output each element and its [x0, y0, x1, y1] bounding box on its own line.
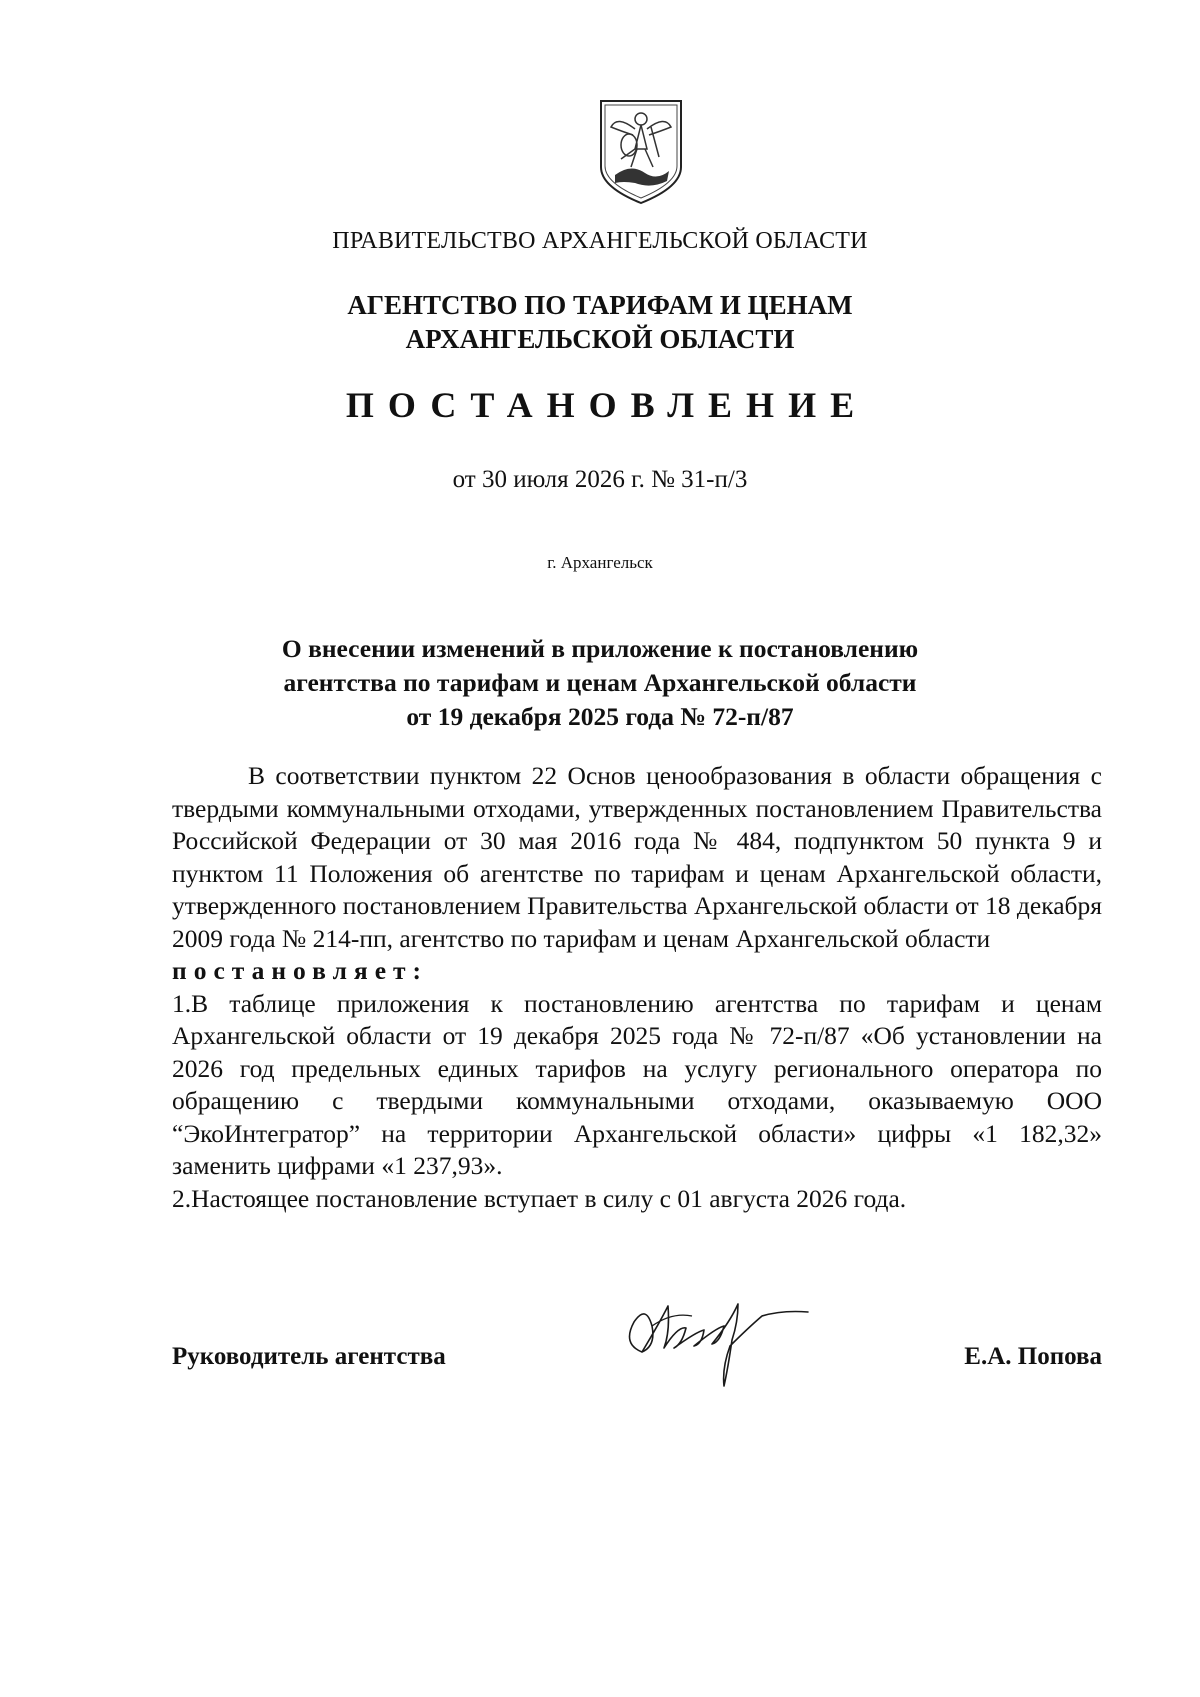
- document-body: [172, 760, 1102, 1215]
- city-label: г. Архангельск: [547, 553, 653, 572]
- document-type-title: ПОСТАНОВЛЕНИЕ: [345, 385, 869, 425]
- item-text: Настоящее постановление вступает в силу с 01 августа 2026 года.: [191, 1183, 907, 1213]
- date-and-number: от 30 июля 2026 г. № 31-п/3: [452, 466, 748, 493]
- handwritten-signature-icon: [612, 1282, 832, 1392]
- item-number: 2.: [172, 1183, 192, 1213]
- item-number: 1.: [172, 988, 192, 1018]
- subject-line: агентства по тарифам и ценам Архангельской области: [283, 668, 917, 697]
- document-subject: [0, 632, 1200, 734]
- subject-line: О внесении изменений в приложение к постановлению: [281, 634, 919, 663]
- signatory-position: Руководитель агентства: [172, 1343, 446, 1370]
- government-heading: ПРАВИТЕЛЬСТВО АРХАНГЕЛЬСКОЙ ОБЛАСТИ: [332, 228, 868, 254]
- item-1: [172, 988, 1102, 1183]
- agency-heading-line: АРХАНГЕЛЬСКОЙ ОБЛАСТИ: [405, 324, 795, 354]
- decree-keyword: постановляет:: [172, 956, 429, 985]
- subject-line: от 19 декабря 2025 года № 72-п/87: [406, 702, 794, 731]
- signatory-name: Е.А. Попова: [964, 1343, 1102, 1370]
- coat-of-arms-icon: [595, 97, 687, 207]
- preamble-paragraph: В соответствии пунктом 22 Основ ценообразования в области обращения с твердыми коммунальными отходами, утвержденных постановлением Правительства Российской Федерации от 30 мая 2016 года № 484, подпунктом 50 пункта 9 и пунктом 11 Положения об агентстве по тарифам и ценам Архангельской области, утвержденного постановлением Правительства Архангельской области от 18 декабря 2009 года № 214-пп, агентство по тарифам и ценам Архангельской области: [172, 761, 1103, 953]
- item-2: [172, 1183, 1102, 1216]
- item-text: В таблице приложения к постановлению агентства по тарифам и ценам Архангельской области от 19 декабря 2025 года № 72-п/87 «Об установлении на 2026 год предельных единых тарифов на услугу регионального оператора по обращению с твердыми коммунальными отходами, оказываемую ООО “ЭкоИнтегратор” на территории Архангельской области» цифры «1 182,32» заменить цифрами «1 237,93».: [172, 988, 1102, 1180]
- agency-heading-line: АГЕНТСТВО ПО ТАРИФАМ И ЦЕНАМ: [347, 290, 853, 320]
- agency-heading: [0, 288, 1200, 356]
